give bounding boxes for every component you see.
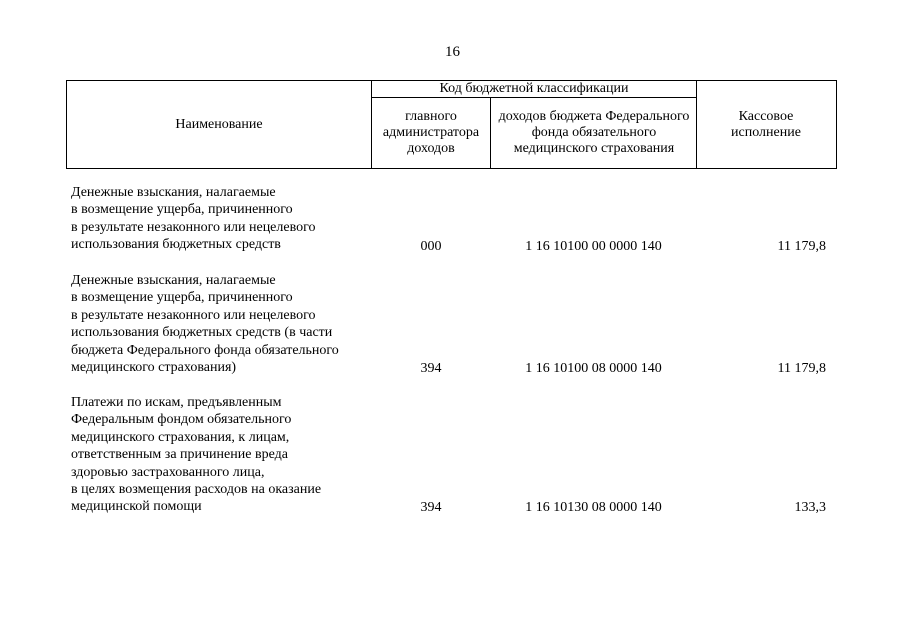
header-execution: Кассовое исполнение [731,108,801,140]
row-admin-code: 000 [420,239,442,254]
row-budget-code: 1 16 10130 08 0000 140 [525,500,662,515]
header-admin: главного администратора доходов [382,109,480,156]
header-income: доходов бюджета Федерального фонда обязательного медицинского страхования [498,109,690,156]
row-budget-code: 1 16 10100 08 0000 140 [525,361,662,376]
row-amount: 11 179,8 [777,361,826,376]
row-name: Денежные взыскания, налагаемые в возмещение ущерба, причиненного в результате незаконного или нецелевого использования бюджетных средств (в части бюджета Федерального фонда обязательного медицинского страхования) [71,273,339,376]
row-name: Денежные взыскания, налагаемые в возмещение ущерба, причиненного в результате незаконного или нецелевого использования бюджетных средств [71,185,316,253]
income-col-border [696,80,697,168]
row-admin-code: 394 [420,500,442,515]
row-name: Платежи по искам, предъявленным Федеральным фондом обязательного медицинского страхования, к лицам, ответственным за причинение вреда здоровью застрахованного лица, в целях возмещения расходов на оказание медицинской помощи [71,395,322,515]
row-amount: 133,3 [794,500,826,515]
header-code-group: Код бюджетной классификации [439,81,629,96]
admin-col-border [490,97,491,168]
right-border [836,80,837,168]
row-admin-code: 394 [420,361,442,376]
header-name: Наименование [175,116,263,132]
row-budget-code: 1 16 10100 00 0000 140 [525,239,662,254]
row-amount: 11 179,8 [777,239,826,254]
header-bottom-border [66,168,837,169]
page-number: 16 [445,44,460,60]
